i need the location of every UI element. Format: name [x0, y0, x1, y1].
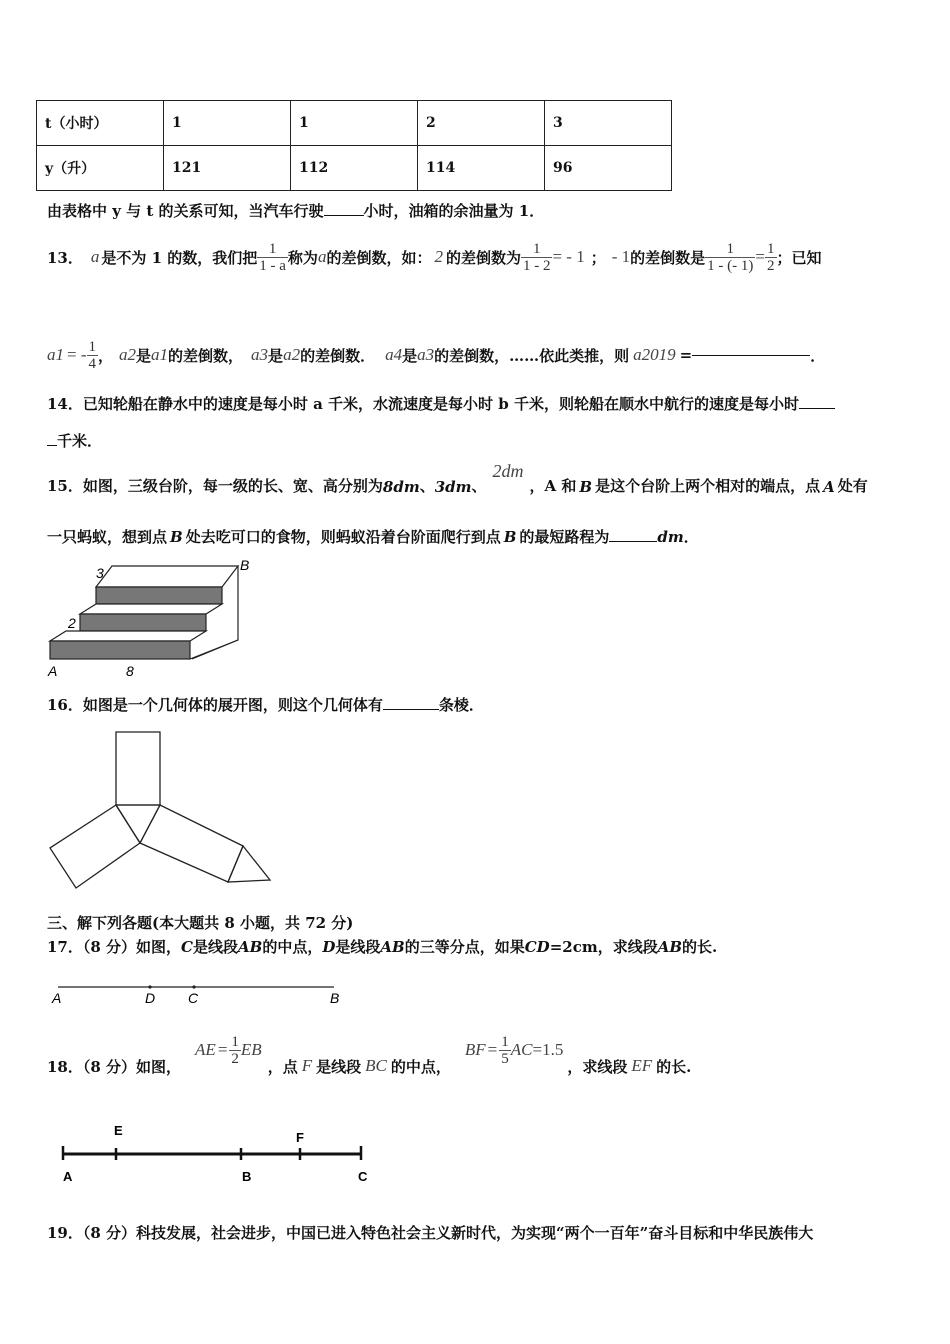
q14-line2: 千米． — [47, 430, 102, 451]
net-rect-left — [50, 805, 140, 888]
label-8: 8 — [126, 663, 134, 679]
answer-blank[interactable] — [47, 445, 57, 446]
table-row — [37, 101, 672, 146]
data-table — [36, 100, 672, 191]
table-cell: 114 — [418, 146, 545, 191]
table-cell: 96 — [545, 146, 672, 191]
q15-line1: 15．如图，三级台阶，每一级的长、宽、高分别为 8dm 、 3dm 、 2dm ，A 和 B 是这个台阶上两个相对的端点，点 A 处有 — [47, 461, 868, 496]
net-rect-right — [140, 805, 243, 882]
segment-figure-18 — [52, 1118, 382, 1190]
q18-text: 18．（8 分）如图， AE = $\frac{1}{2}$ EB ，点 F 是线段 BC 的中点， BF = $\frac{1}{5}$ AC =1.5 ，求线段 EF 的长. — [47, 1033, 692, 1076]
fraction: $\frac{1}{4}$ — [88, 338, 96, 372]
label-A: A — [52, 990, 62, 1006]
label-A: A — [48, 663, 58, 679]
q14-line1: 14．已知轮船在静水中的速度是每小时 a 千米，水流速度是每小时 b 千米，则轮船在顺水中航行的速度是每小时 — [47, 393, 835, 414]
fraction: $\frac{1}{1 - (- 1)}$ — [707, 240, 754, 274]
q16-text: 16．如图是一个几何体的展开图，则这个几何体有 条棱． — [47, 696, 484, 714]
q13-line1: 13． a 是不为 1 的数，我们把 $\frac{1}{1 - a}$ 称为 a 的差倒数，如： 2 的差倒数为 $\frac{1}{1 - 2}$ = - 1 ； - 1 的差倒数是 $\frac{1}{1 - (- 1)}$ = $\frac{1}{2}$ ；已知 — [47, 240, 822, 274]
step-top — [96, 566, 238, 587]
table-cell: 3 — [545, 101, 672, 146]
label-B: B — [240, 557, 250, 573]
answer-blank[interactable] — [692, 355, 810, 356]
label-D: D — [145, 990, 156, 1006]
label-B: B — [242, 1169, 252, 1184]
table-cell: 1 — [291, 101, 418, 146]
net-figure — [44, 726, 284, 898]
answer-blank[interactable] — [609, 541, 657, 542]
section-heading: 三、解下列各题(本大题共 8 小题，共 72 分) — [47, 914, 354, 932]
label-E: E — [114, 1123, 123, 1138]
answer-blank[interactable] — [324, 215, 364, 216]
stairs-figure — [44, 556, 264, 682]
label-C: C — [188, 990, 199, 1006]
table-cell: 112 — [291, 146, 418, 191]
table-cell: 1 — [164, 101, 291, 146]
table-row — [37, 146, 672, 191]
point-D — [148, 985, 151, 988]
label-2: 2 — [68, 615, 76, 631]
q12-tail: 由表格中 y 与 t 的关系可知，当汽车行驶 小时，油箱的余油量为 1． — [47, 202, 545, 220]
fraction: $\frac{1}{1 - a}$ — [259, 240, 286, 274]
table-cell: 121 — [164, 146, 291, 191]
step-riser — [96, 587, 222, 604]
net-triangle-end — [228, 846, 270, 882]
q17-text: 17．（8 分）如图，C是线段AB的中点，D是线段AB的三等分点，如果CD=2cm，求线段AB的长. — [47, 938, 718, 956]
q13-line2: a 1 = - $\frac{1}{4}$ ， a 2 是 a 1 的差倒数， a 3 是 a 2 的差倒数． a 4 是 a 3 的差倒数，……依此类推，则 a 2019 = ． — [47, 338, 826, 372]
q19-text: 19．（8 分）科技发展，社会进步，中国已进入特色社会主义新时代，为实现“两个一百年”奋斗目标和中华民族伟大 — [47, 1224, 814, 1242]
net-square — [116, 732, 160, 805]
step-riser — [50, 641, 190, 659]
table-cell: y（升） — [37, 146, 164, 191]
step-top — [50, 631, 206, 641]
fraction: $\frac{1}{2}$ — [767, 240, 775, 274]
point-C — [192, 985, 195, 988]
label-A: A — [63, 1169, 73, 1184]
label-C: C — [358, 1169, 368, 1184]
table-cell: 2 — [418, 101, 545, 146]
label-3: 3 — [96, 565, 104, 581]
answer-blank[interactable] — [383, 709, 439, 710]
label-F: F — [296, 1130, 304, 1145]
label-B: B — [330, 990, 340, 1006]
fraction: $\frac{1}{1 - 2}$ — [522, 240, 551, 274]
table-cell: t（小时） — [37, 101, 164, 146]
answer-blank[interactable] — [799, 408, 835, 409]
step-riser — [80, 614, 206, 631]
net-triangle — [116, 805, 160, 843]
step-top — [80, 604, 222, 614]
q15-line2: 一只蚂蚁，想到点 B 处去吃可口的食物，则蚂蚁沿着台阶面爬行到点 B 的最短路程为 dm． — [47, 528, 699, 546]
segment-figure-17 — [44, 978, 354, 1010]
